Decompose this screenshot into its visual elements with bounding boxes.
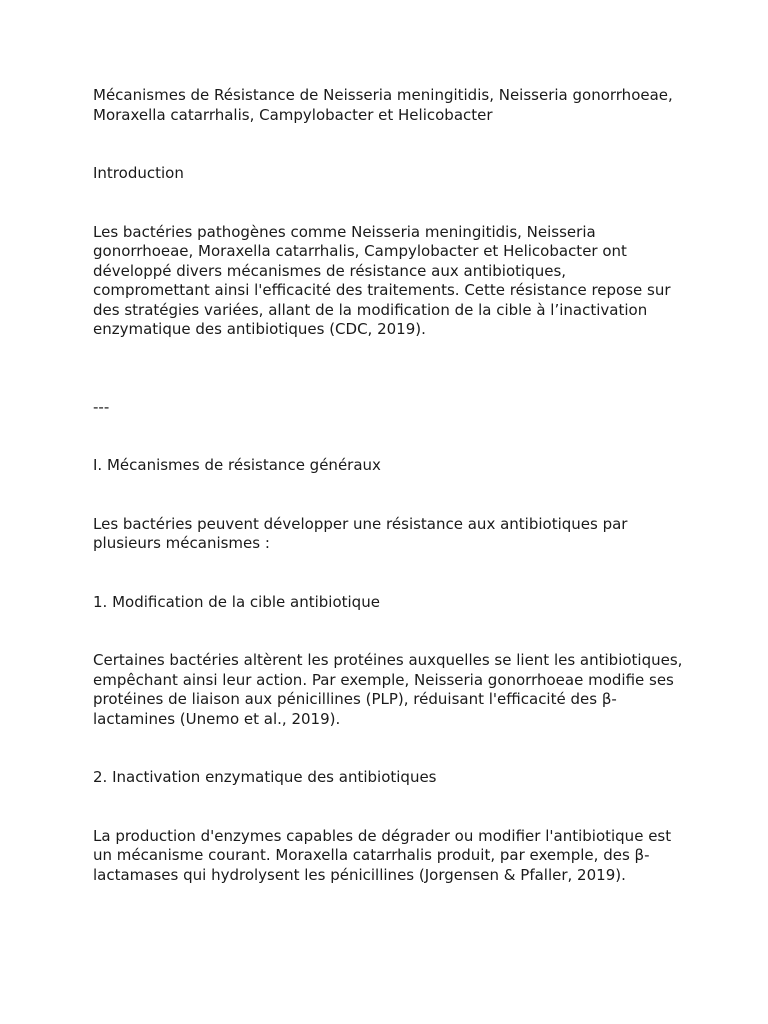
- subsection1-paragraph: Certaines bactéries altèrent les protéines auxquelles se lient les antibiotiques, empêchant ainsi leur action. Par exemple, Neisseria gonorrhoeae modifie ses protéines de liaison aux pénicillines (PLP), réduisant l'efficacité des β-lactamines (Unemo et al., 2019).: [93, 651, 683, 728]
- spacer: [93, 729, 683, 768]
- spacer: [93, 125, 683, 164]
- subsection1-heading: 1. Modification de la cible antibiotique: [93, 592, 380, 611]
- section1-heading: I. Mécanismes de résistance généraux: [93, 456, 381, 474]
- spacer: [93, 184, 683, 223]
- intro-paragraph: Les bactéries pathogènes comme Neisseria meningitidis, Neisseria gonorrhoeae, Moraxella catarrhalis, Campylobacter et Helicobacter ont développé divers mécanismes de résistance aux antibiotiques, compromettant ainsi l'efficacité des traitements. Cette résistance repose sur des stratégies variées, allant de la modification de la cible à l’inactivation enzymatique des antibiotiques (CDC, 2019).: [93, 222, 671, 338]
- spacer: [93, 612, 683, 651]
- spacer: [93, 788, 683, 827]
- document-page: [93, 86, 683, 885]
- spacer: [93, 554, 683, 593]
- spacer: [93, 340, 683, 398]
- subsection2-heading: 2. Inactivation enzymatique des antibiotiques: [93, 768, 437, 786]
- document-title: Mécanismes de Résistance de Neisseria meningitidis, Neisseria gonorrhoeae, Moraxella catarrhalis, Campylobacter et Helicobacter: [93, 86, 673, 124]
- subsection2-paragraph: La production d'enzymes capables de dégrader ou modifier l'antibiotique est un mécanisme courant. Moraxella catarrhalis produit, par exemple, des β-lactamases qui hydrolysent les pénicillines (Jorgensen & Pfaller, 2019).: [93, 826, 672, 884]
- separator-line: ---: [93, 397, 110, 416]
- intro-heading: Introduction: [93, 164, 184, 182]
- section1-intro: Les bactéries peuvent développer une résistance aux antibiotiques par plusieurs mécanismes :: [93, 514, 628, 552]
- spacer: [93, 417, 683, 456]
- spacer: [93, 476, 683, 515]
